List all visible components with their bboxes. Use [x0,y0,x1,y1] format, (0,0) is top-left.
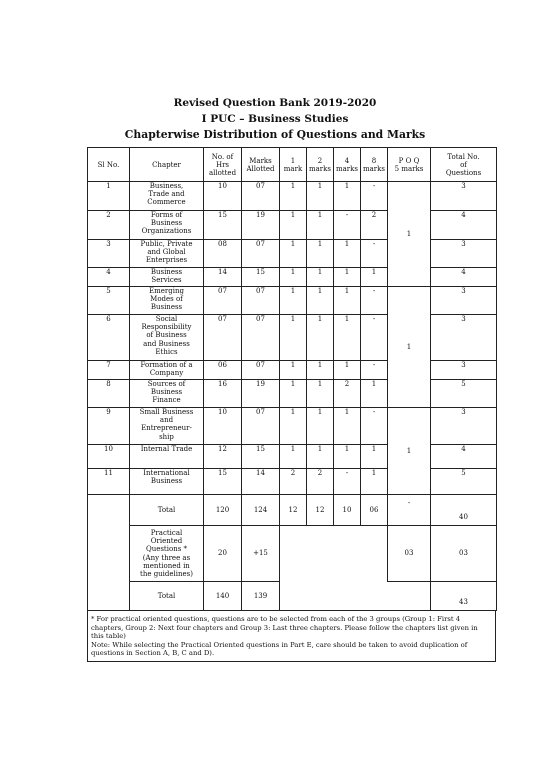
cell-2marks: 1 [307,240,334,268]
total-marks: 124 [242,495,280,526]
cell-total: 3 [431,287,497,315]
cell-chapter: Small Business and Entrepreneur- ship [130,408,204,445]
cell-chapter: International Business [130,469,204,495]
cell-hrs: 06 [204,361,242,380]
cell-4marks: 1 [334,182,361,211]
practical-poq: 03 [388,526,431,582]
cell-4marks: 1 [334,361,361,380]
grand-total-label: Total [130,582,204,611]
cell-poq-group-3: 1 [388,408,431,495]
total-4marks: 10 [334,495,361,526]
cell-sl: 10 [88,445,130,469]
footnote-text: * For practical oriented questions, questions are to be selected from each of the 3 groups (Group 1: First 4 chapters, Group 2: Next four chapters and Group 3: Last three chapters. Please follow the chapters list given in this table) [91,615,478,641]
practical-total: 03 [431,526,497,582]
cell-sl: 6 [88,315,130,361]
cell-4marks: 1 [334,445,361,469]
cell-8marks: - [361,408,388,445]
cell-hrs: 10 [204,408,242,445]
cell-8marks: - [361,182,388,211]
table-row [88,445,497,469]
cell-1mark: 1 [280,361,307,380]
table-row [88,380,497,408]
cell-4marks: 2 [334,380,361,408]
cell-sl: 5 [88,287,130,315]
cell-poq-group-2: 1 [388,287,431,408]
cell-2marks: 1 [307,445,334,469]
total-hrs: 120 [204,495,242,526]
cell-total: 5 [431,380,497,408]
practical-row [88,526,497,582]
cell-total: 4 [431,445,497,469]
cell-total: 3 [431,315,497,361]
cell-2marks: 1 [307,361,334,380]
cell-1mark: 1 [280,408,307,445]
cell-8marks: - [361,315,388,361]
cell-chapter: Sources of Business Finance [130,380,204,408]
cell-1mark: 1 [280,287,307,315]
table-row [88,408,497,445]
cell-4marks: - [334,469,361,495]
cell-sl: 1 [88,182,130,211]
total-2marks: 12 [307,495,334,526]
header-total: Total No. of Questions [431,148,497,182]
cell-1mark: 1 [280,211,307,240]
cell-8marks: 1 [361,445,388,469]
cell-hrs: 07 [204,287,242,315]
grand-total-marks: 139 [242,582,280,611]
cell-marks: 07 [242,361,280,380]
header-poq: P O Q 5 marks [388,148,431,182]
cell-sl: 2 [88,211,130,240]
cell-chapter: Business, Trade and Commerce [130,182,204,211]
table-row [88,287,497,315]
cell-chapter: Emerging Modes of Business [130,287,204,315]
cell-marks: 07 [242,240,280,268]
cell-4marks: 1 [334,315,361,361]
cell-1mark: 1 [280,268,307,287]
cell-sl: 4 [88,268,130,287]
cell-total: 3 [431,182,497,211]
cell-hrs: 08 [204,240,242,268]
table-row [88,240,497,268]
cell-2marks: 1 [307,380,334,408]
practical-empty [280,526,388,582]
table-row [88,211,497,240]
cell-4marks: 1 [334,268,361,287]
cell-8marks: 1 [361,469,388,495]
practical-hrs: 20 [204,526,242,582]
table-row [88,268,497,287]
header-8marks: 8 marks [361,148,388,182]
cell-8marks: - [361,240,388,268]
table-row [88,469,497,495]
document-title: Revised Question Bank 2019-2020 [173,97,377,109]
table-row [88,182,497,211]
grand-total-hrs: 140 [204,582,242,611]
cell-1mark: 1 [280,240,307,268]
cell-4marks: 1 [334,287,361,315]
total-label: Total [130,495,204,526]
table-row [88,361,497,380]
cell-4marks: 1 [334,240,361,268]
cell-sl: 7 [88,361,130,380]
cell-blank [88,495,130,611]
cell-chapter: Internal Trade [130,445,204,469]
header-chapter: Chapter [130,148,204,182]
cell-hrs: 15 [204,211,242,240]
cell-marks: 07 [242,287,280,315]
cell-2marks: 1 [307,408,334,445]
cell-hrs: 10 [204,182,242,211]
total-poq: - [388,495,431,526]
cell-sl: 8 [88,380,130,408]
total-1mark: 12 [280,495,307,526]
cell-2marks: 2 [307,469,334,495]
cell-hrs: 07 [204,315,242,361]
cell-1mark: 1 [280,182,307,211]
cell-8marks: - [361,287,388,315]
cell-hrs: 12 [204,445,242,469]
cell-chapter: Social Responsibility of Business and Business Ethics [130,315,204,361]
cell-marks: 07 [242,315,280,361]
header-1mark: 1 mark [280,148,307,182]
cell-hrs: 15 [204,469,242,495]
table-title: Chapterwise Distribution of Questions and Marks [124,128,426,141]
total-row [88,495,497,526]
cell-1mark: 2 [280,469,307,495]
table-row [88,315,497,361]
cell-sl: 9 [88,408,130,445]
cell-marks: 15 [242,445,280,469]
cell-chapter: Forms of Business Organizations [130,211,204,240]
cell-2marks: 1 [307,182,334,211]
footnote-box [87,611,496,662]
cell-total: 4 [431,211,497,240]
cell-2marks: 1 [307,268,334,287]
cell-sl: 3 [88,240,130,268]
cell-total: 3 [431,240,497,268]
cell-chapter: Formation of a Company [130,361,204,380]
cell-1mark: 1 [280,380,307,408]
total-8marks: 06 [361,495,388,526]
cell-sl: 11 [88,469,130,495]
cell-8marks: 2 [361,211,388,240]
cell-marks: 07 [242,182,280,211]
cell-marks: 19 [242,380,280,408]
cell-4marks: - [334,211,361,240]
header-sl: Sl No. [88,148,130,182]
header-4marks: 4 marks [334,148,361,182]
header-hrs: No. of Hrs allotted [204,148,242,182]
header-marks: Marks Allotted [242,148,280,182]
cell-chapter: Public, Private and Global Enterprises [130,240,204,268]
note-text: Note: While selecting the Practical Oriented questions in Part E, care should be taken to avoid duplication of questions in Section A, B, C and D). [91,640,468,658]
grand-total-empty [280,582,431,611]
cell-marks: 14 [242,469,280,495]
document-subtitle: I PUC – Business Studies [201,113,349,125]
cell-total: 5 [431,469,497,495]
cell-2marks: 1 [307,211,334,240]
cell-4marks: 1 [334,408,361,445]
cell-1mark: 1 [280,315,307,361]
table-header-row [88,148,497,182]
cell-poq-group-1: 1 [388,182,431,287]
grand-total-row [88,582,497,611]
cell-hrs: 14 [204,268,242,287]
practical-label: Practical Oriented Questions * (Any three as mentioned in the guidelines) [130,526,204,582]
cell-chapter: Business Services [130,268,204,287]
cell-2marks: 1 [307,287,334,315]
cell-8marks: 1 [361,380,388,408]
header-2marks: 2 marks [307,148,334,182]
cell-marks: 15 [242,268,280,287]
total-questions: 40 [431,495,497,526]
cell-8marks: 1 [361,268,388,287]
cell-marks: 07 [242,408,280,445]
cell-total: 4 [431,268,497,287]
distribution-table [87,147,497,611]
cell-marks: 19 [242,211,280,240]
practical-marks: +15 [242,526,280,582]
grand-total-questions: 43 [431,582,497,611]
cell-2marks: 1 [307,315,334,361]
cell-total: 3 [431,408,497,445]
cell-1mark: 1 [280,445,307,469]
cell-8marks: - [361,361,388,380]
cell-total: 3 [431,361,497,380]
cell-hrs: 16 [204,380,242,408]
